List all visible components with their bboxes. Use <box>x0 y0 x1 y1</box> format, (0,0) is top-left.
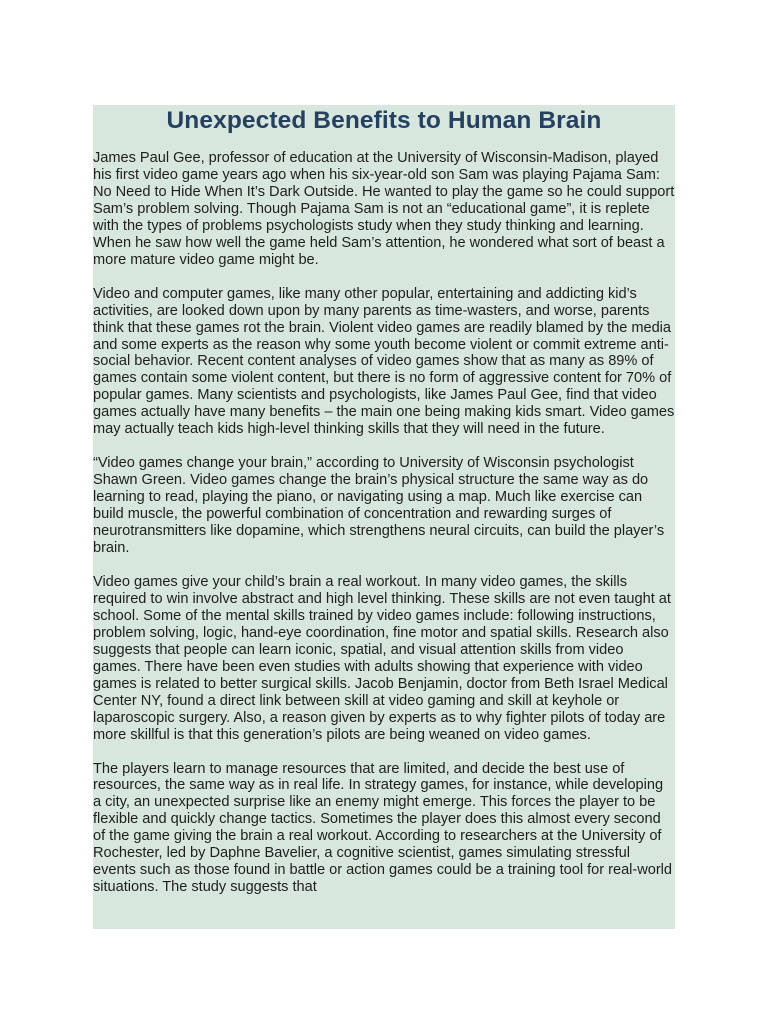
article-title: Unexpected Benefits to Human Brain <box>166 107 602 134</box>
paragraph-2: Video and computer games, like many other popular, entertaining and addicting kid’s activities, are looked down upon by many parents as time-wasters, and worse, parents think that these games rot the brain. Violent video games are readily blamed by the media and some experts as the reason why some youth become violent or commit extreme anti-social behavior. Recent content analyses of video games show that as many as 89% of games contain some violent content, but there is no form of aggressive content for 70% of popular games. Many scientists and psychologists, like James Paul Gee, find that video games actually have many benefits – the main one being making kids smart. Video games may actually teach kids high-level thinking skills that they will need in the future. <box>93 285 675 438</box>
article-body <box>93 150 675 896</box>
paragraph-3: “Video games change your brain,” according to University of Wisconsin psychologist Shawn Green. Video games change the brain’s physical structure the same way as do learning to read, playing the piano, or navigating using a map. Much like exercise can build muscle, the powerful combination of concentration and rewarding surges of neurotransmitters like dopamine, which strengthens neural circuits, can build the player’s brain. <box>93 455 665 557</box>
paragraph-5: The players learn to manage resources that are limited, and decide the best use of resources, the same way as in real life. In strategy games, for instance, while developing a city, an unexpected surprise like an enemy might emerge. This forces the player to be flexible and quickly change tactics. Sometimes the player does this almost every second of the game giving the brain a real workout. According to researchers at the University of Rochester, led by Daphne Bavelier, a cognitive scientist, games simulating stressful events such as those found in battle or action games could be a training tool for real-world situations. The study suggests that <box>93 760 673 896</box>
paragraph-1: James Paul Gee, professor of education at the University of Wisconsin-Madison, played his first video game years ago when his six-year-old son Sam was playing Pajama Sam: No Need to Hide When It’s Dark Outside. He wanted to play the game so he could support Sam’s problem solving. Though Pajama Sam is not an “educational game”, it is replete with the types of problems psychologists study when they study thinking and learning. When he saw how well the game held Sam’s attention, he wondered what sort of beast a more mature video game might be. <box>93 150 675 268</box>
article-block <box>93 105 675 929</box>
paragraph-4: Video games give your child’s brain a real workout. In many video games, the skills required to win involve abstract and high level thinking. These skills are not even taught at school. Some of the mental skills trained by video games include: following instructions, problem solving, logic, hand-eye coordination, fine motor and spatial skills. Research also suggests that people can learn iconic, spatial, and visual attention skills from video games. There have been even studies with adults showing that experience with video games is related to better surgical skills. Jacob Benjamin, doctor from Beth Israel Medical Center NY, found a direct link between skill at video gaming and skill at keyhole or laparoscopic surgery. Also, a reason given by experts as to why fighter pilots of today are more skillful is that this generation’s pilots are being weaned on video games. <box>93 573 671 743</box>
